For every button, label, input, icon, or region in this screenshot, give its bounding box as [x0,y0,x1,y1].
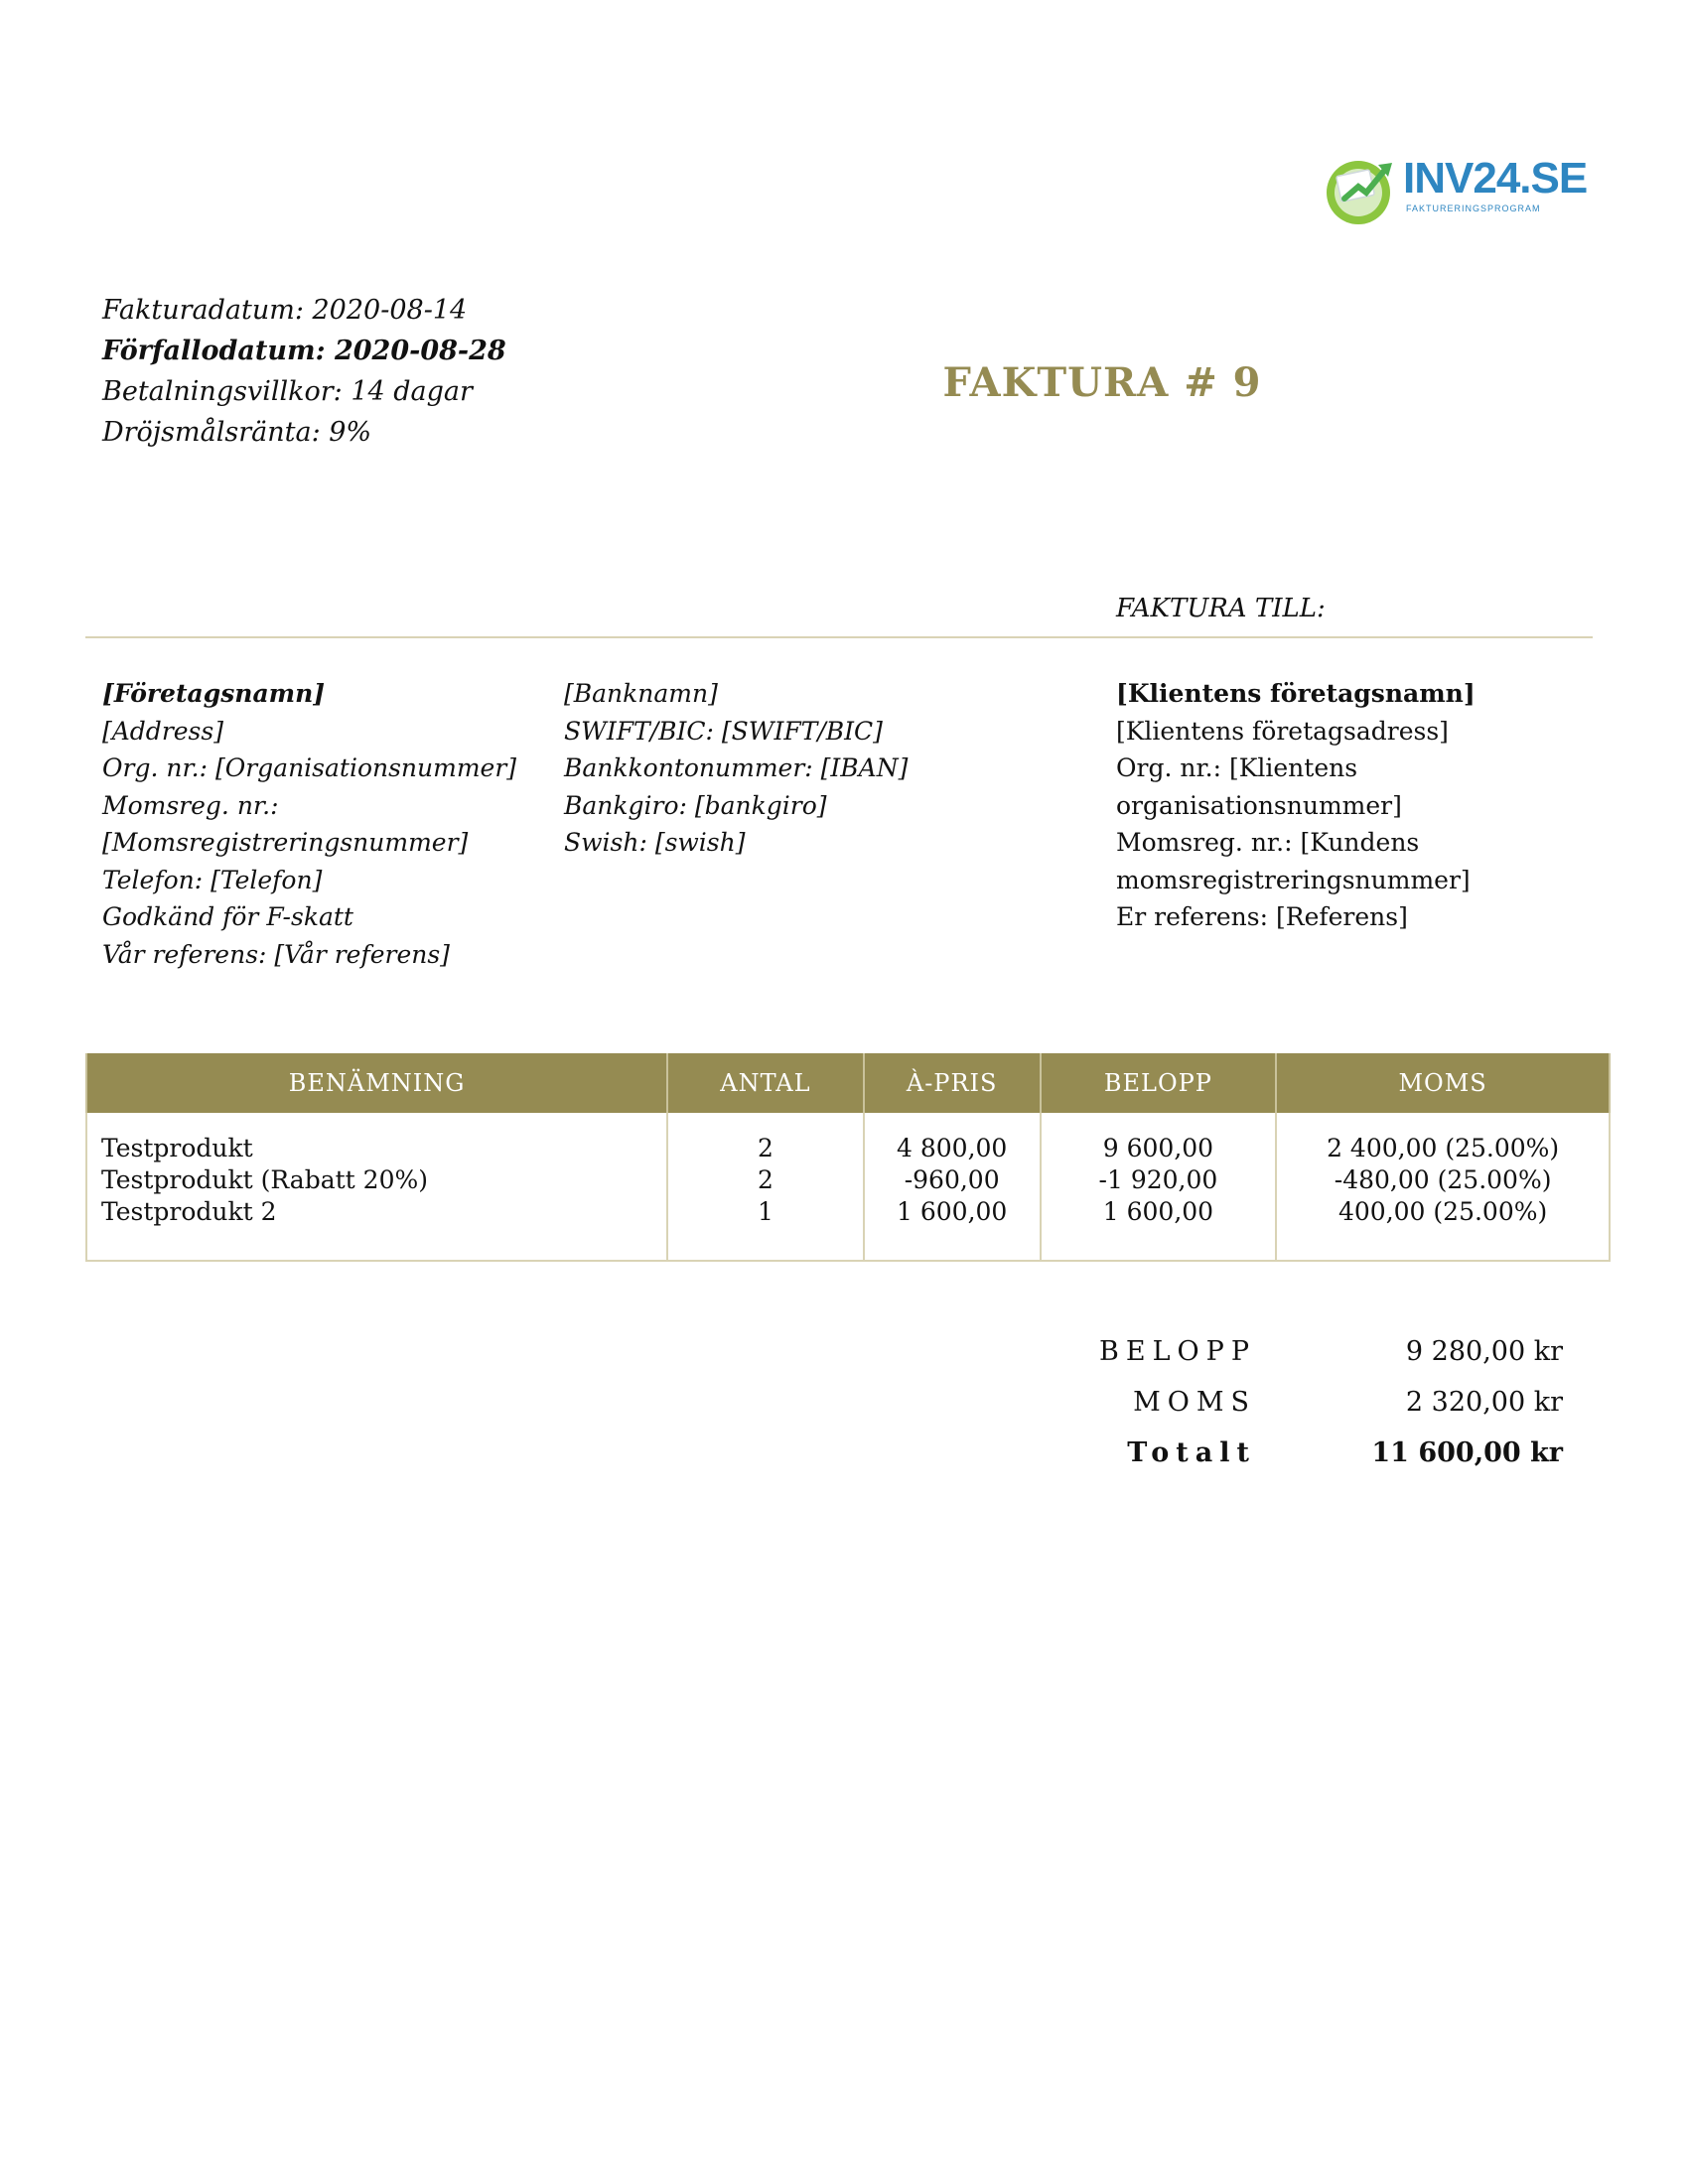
items-table [85,1053,1611,1262]
client-org-nr: organisationsnummer] [1116,790,1402,820]
late-interest: Dröjsmålsränta: 9% [102,417,372,448]
amount-cell [1041,1113,1277,1261]
invoice-meta [102,290,506,453]
table-row [86,1113,1610,1261]
logo-tagline: FAKTURERINGSPROGRAM [1406,204,1541,213]
item-unit-price: 4 800,00 [897,1134,1008,1162]
item-description: Testprodukt 2 [101,1197,277,1226]
header-amount: BELOPP [1041,1053,1277,1113]
item-amount: -1 920,00 [1098,1165,1218,1194]
subtotal-value: 9 280,00 kr [1405,1336,1563,1367]
company-logo [1321,151,1588,230]
client-details [1116,675,1476,936]
payment-terms: Betalningsvillkor: 14 dagar [102,376,473,407]
seller-org-nr: Org. nr.: [Organisationsnummer] [102,753,517,782]
client-vat-label: Momsreg. nr.: [Kundens [1116,828,1420,857]
client-reference: Er referens: [Referens] [1116,902,1408,931]
bank-name: [Banknamn] [564,679,718,708]
client-org-label: Org. nr.: [Klientens [1116,753,1358,782]
seller-reference: Vår referens: [Vår referens] [102,939,450,969]
grand-total-label: Totalt [1127,1437,1256,1468]
item-unit-price: -960,00 [904,1165,1000,1194]
header-quantity: ANTAL [667,1053,864,1113]
invoice-date: Fakturadatum: 2020-08-14 [102,295,468,326]
seller-vat-label: Momsreg. nr.: [102,790,279,820]
header-unit-price: À-PRIS [864,1053,1041,1113]
description-cell [86,1113,667,1261]
seller-details [102,675,516,973]
item-quantity: 2 [757,1134,774,1162]
invoice-to-label: FAKTURA TILL: [1116,594,1326,623]
client-company-name: [Klientens företagsnamn] [1116,679,1476,708]
due-date: Förfallodatum: 2020-08-28 [102,336,506,366]
grand-total-value: 11 600,00 kr [1371,1437,1563,1468]
client-address: [Klientens företagsadress] [1116,716,1449,746]
bank-swift: SWIFT/BIC: [SWIFT/BIC] [564,716,883,746]
seller-vat-nr: [Momsregistreringsnummer] [102,828,469,857]
header-description: BENÄMNING [86,1053,667,1113]
item-unit-price: 1 600,00 [897,1197,1008,1226]
item-vat: 400,00 (25.00%) [1337,1197,1548,1226]
bank-giro: Bankgiro: [bankgiro] [564,790,827,820]
bank-details [564,675,908,862]
item-amount: 1 600,00 [1102,1197,1214,1226]
bank-swish: Swish: [swish] [564,828,746,857]
seller-f-tax: Godkänd för F-skatt [102,902,353,931]
header-vat: MOMS [1276,1053,1610,1113]
subtotal-label: BELOPP [1099,1336,1256,1367]
header-divider [85,636,1593,638]
vat-total-label: MOMS [1133,1387,1256,1418]
logo-icon [1321,151,1398,228]
item-quantity: 1 [757,1197,774,1226]
client-vat-nr: momsregistreringsnummer] [1116,865,1471,894]
table-header-row [86,1053,1610,1113]
vat-total-value: 2 320,00 kr [1405,1387,1563,1418]
bank-account: Bankkontonummer: [IBAN] [564,753,909,782]
quantity-cell [667,1113,864,1261]
item-description: Testprodukt (Rabatt 20%) [101,1165,428,1194]
seller-company-name: [Företagsnamn] [102,679,326,708]
item-quantity: 2 [757,1165,774,1194]
seller-address: [Address] [102,716,223,746]
item-amount: 9 600,00 [1102,1134,1214,1162]
vat-cell [1276,1113,1610,1261]
seller-phone: Telefon: [Telefon] [102,865,323,894]
invoice-title: FAKTURA # 9 [942,359,1262,406]
item-vat: -480,00 (25.00%) [1334,1165,1552,1194]
item-vat: 2 400,00 (25.00%) [1327,1134,1560,1162]
item-description: Testprodukt [101,1134,253,1162]
unit-price-cell [864,1113,1041,1261]
logo-brand-text: INV24.SE [1403,154,1588,203]
